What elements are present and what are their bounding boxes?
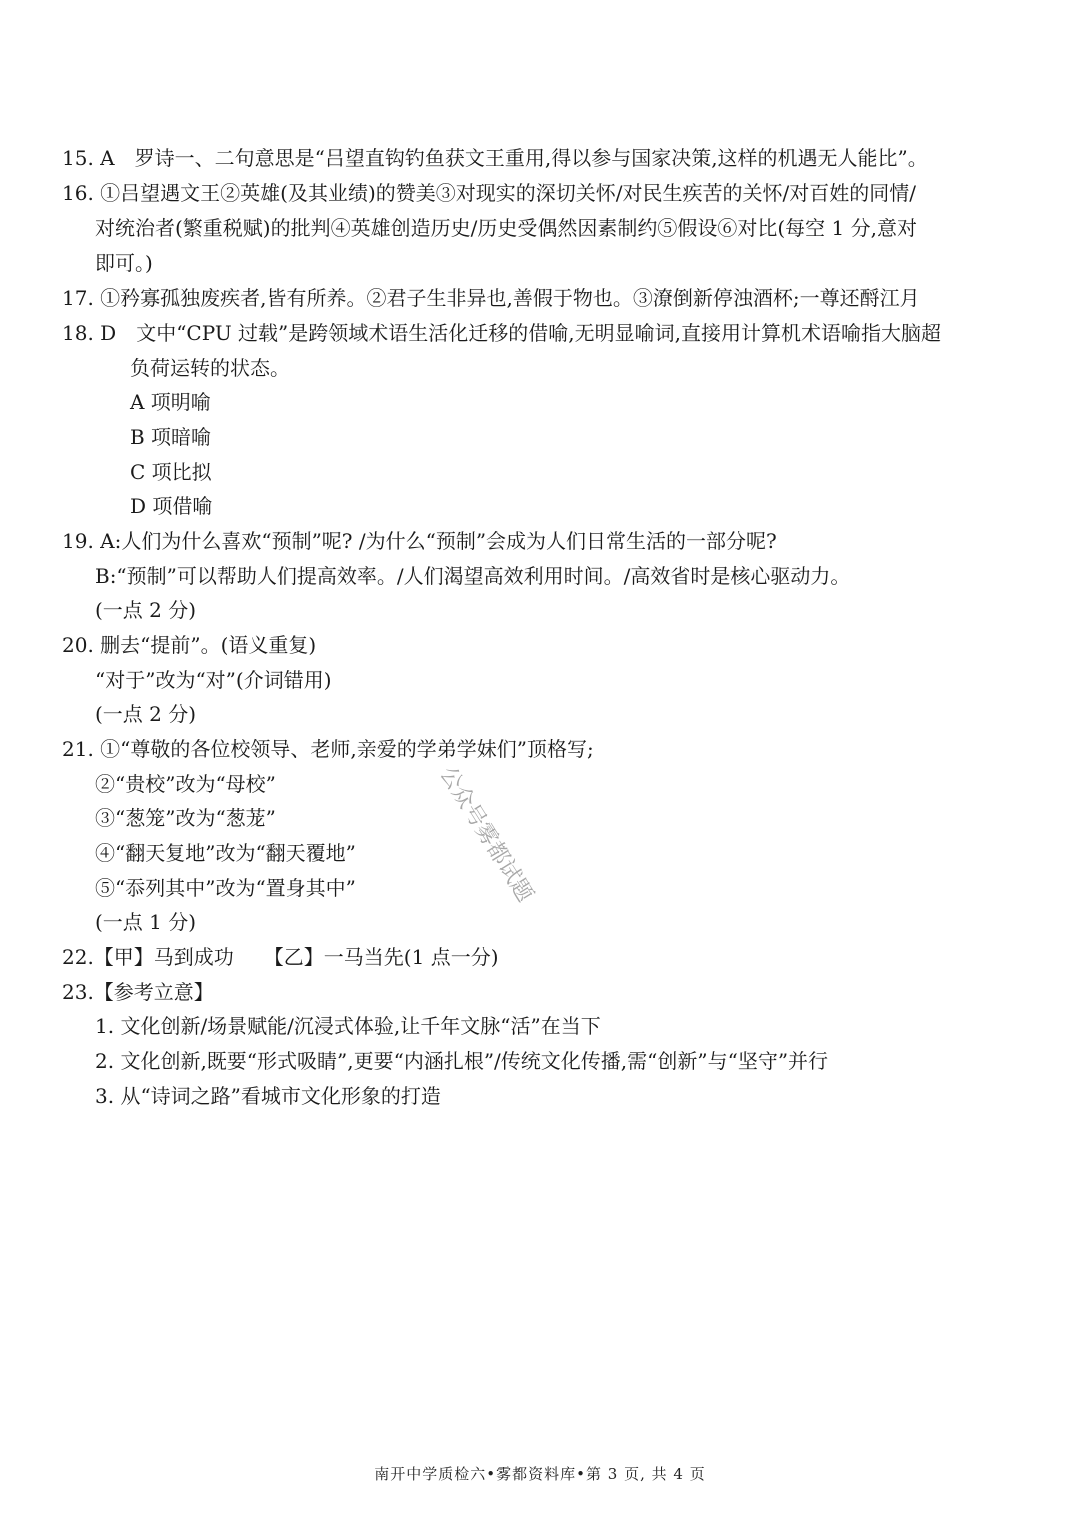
answer-20-line1: 20. 删去“提前”。(语义重复) (62, 633, 317, 657)
answer-21-line2: ②“贵校”改为“母校” (95, 772, 276, 796)
answer-23-idea-1: 1. 文化创新/场景赋能/沉浸式体验,让千年文脉“活”在当下 (95, 1014, 601, 1038)
answer-18-option-c: C 项比拟 (130, 460, 212, 484)
answer-17: 17. ①矜寡孤独废疾者,皆有所养。②君子生非异也,善假于物也。③潦倒新停浊酒杯;一尊还酹江月 (62, 286, 920, 310)
answer-20-line2: “对于”改为“对”(介词错用) (95, 668, 332, 692)
answer-19-line1: 19. A:人们为什么喜欢“预制”呢? /为什么“预制”会成为人们日常生活的一部分呢? (62, 529, 777, 553)
answer-16-line3: 即可。) (95, 251, 153, 275)
answer-18-option-a: A 项明喻 (130, 390, 211, 414)
answer-23-heading: 23.【参考立意】 (62, 980, 214, 1004)
answer-21-scoring: (一点 1 分) (95, 910, 197, 934)
answer-23-idea-3: 3. 从“诗词之路”看城市文化形象的打造 (95, 1084, 441, 1108)
answer-18-line1: 18. D 文中“CPU 过载”是跨领域术语生活化迁移的借喻,无明显喻词,直接用计算机术语喻指大脑超 (62, 321, 941, 345)
page-footer: 南开中学质检六•雾都资料库•第 3 页, 共 4 页 (374, 1465, 706, 1483)
answer-20-scoring: (一点 2 分) (95, 702, 197, 726)
answer-19-line2: B:“预制”可以帮助人们提高效率。/人们渴望高效利用时间。/高效省时是核心驱动力。 (95, 564, 851, 588)
answer-16-line2: 对统治者(繁重税赋)的批判④英雄创造历史/历史受偶然因素制约⑤假设⑥对比(每空 1 分,意对 (95, 216, 917, 240)
answer-15: 15. A 罗诗一、二句意思是“吕望直钩钓鱼获文王重用,得以参与国家决策,这样的机遇无人能比”。 (62, 146, 928, 170)
answer-21-line4: ④“翻天复地”改为“翻天覆地” (95, 841, 356, 865)
answer-16-line1: 16. ①吕望遇文王②英雄(及其业绩)的赞美③对现实的深切关怀/对民生疾苦的关怀/对百姓的同情/ (62, 181, 916, 205)
answer-21-line1: 21. ①“尊敬的各位校领导、老师,亲爱的学弟学妹们”顶格写; (62, 737, 594, 761)
answer-21-line3: ③“葱笼”改为“葱茏” (95, 806, 276, 830)
answer-21-line5: ⑤“忝列其中”改为“置身其中” (95, 876, 356, 900)
answer-18-line2: 负荷运转的状态。 (130, 356, 290, 380)
answer-22: 22.【甲】马到成功 【乙】一马当先(1 点一分) (62, 945, 499, 969)
answer-18-option-d: D 项借喻 (130, 494, 213, 518)
watermark: 公众号雾都试题 (434, 762, 538, 907)
answer-23-idea-2: 2. 文化创新,既要“形式吸睛”,更要“内涵扎根”/传统文化传播,需“创新”与“坚守”并行 (95, 1049, 829, 1073)
answer-19-scoring: (一点 2 分) (95, 598, 197, 622)
answer-18-option-b: B 项暗喻 (130, 425, 212, 449)
